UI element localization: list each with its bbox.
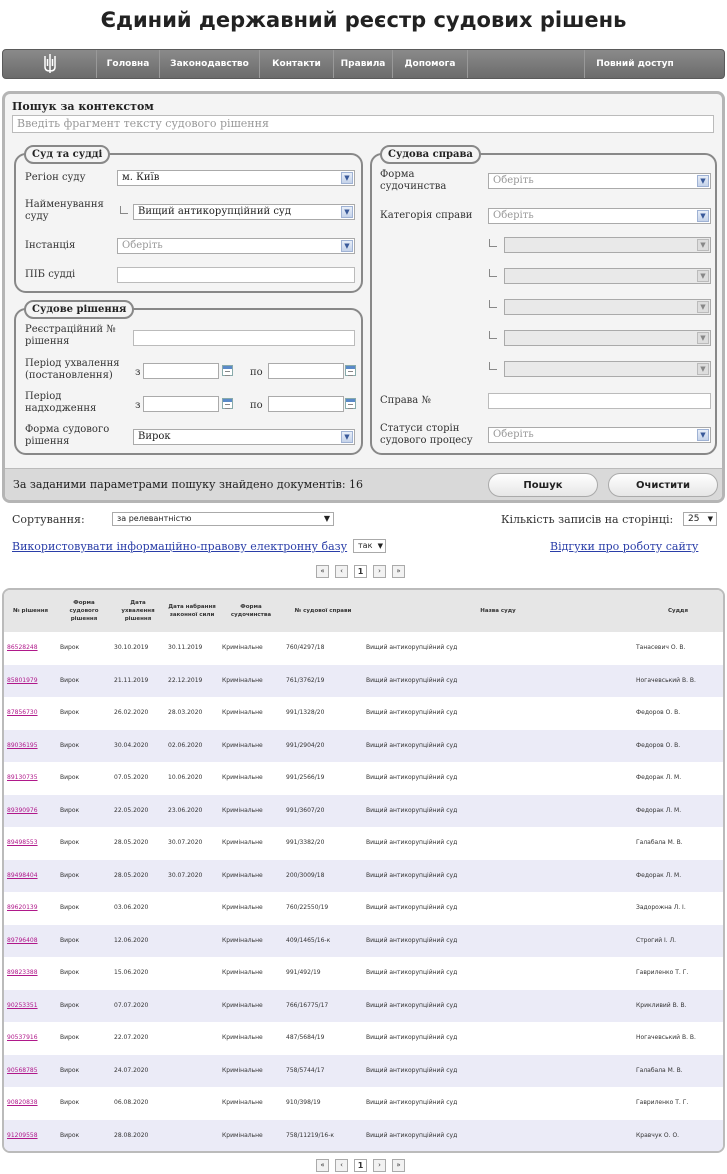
cell-judge: Федоров О. В. [633, 730, 723, 763]
cell-effective-date: 10.06.2020 [168, 774, 203, 781]
cell-decision-form: Вирок [60, 709, 80, 716]
nav-home[interactable]: Головна [97, 50, 160, 78]
cell-court-name: Вищий антикорупційний суд [363, 860, 633, 893]
col-header-decision-no[interactable]: № рішення [4, 590, 57, 632]
chevron-down-icon: ▼ [377, 542, 383, 550]
cell-judge: Крикливий В. В. [633, 990, 723, 1023]
calendar-icon[interactable] [345, 365, 356, 376]
cell-proc-form: Кримінальне [222, 644, 263, 651]
chevron-down-icon: ▼ [341, 206, 353, 218]
period-recv-from-label: з [135, 400, 141, 411]
chevron-down-icon: ▼ [697, 175, 709, 187]
period-adopt-to-label: по [250, 367, 263, 378]
cell-adopt-date: 03.06.2020 [114, 904, 149, 911]
region-select[interactable] [117, 170, 355, 186]
cell-case-no: 487/5684/19 [286, 1034, 325, 1041]
cell-judge: Ногачевський В. В. [633, 665, 723, 698]
cell-proc-form: Кримінальне [222, 1034, 263, 1041]
region-value: м. Київ [122, 172, 160, 183]
pager-first-button[interactable]: « [316, 565, 329, 578]
decision-link[interactable]: 87856730 [7, 709, 38, 716]
cell-effective-date: 28.03.2020 [168, 709, 203, 716]
cell-judge: Танасевич О. В. [636, 644, 686, 651]
case-number-label: Справа № [380, 395, 431, 406]
cell-adopt-date: 15.06.2020 [114, 969, 149, 976]
cell-court-name: Вищий антикорупційний суд [363, 665, 633, 698]
cell-case-no: 991/1328/20 [286, 709, 325, 716]
chevron-down-icon: ▼ [697, 301, 709, 313]
pager-prev-button[interactable]: ‹ [335, 565, 348, 578]
subcategory-select-1[interactable] [504, 237, 711, 253]
court-name-value: Вищий антикорупційний суд [138, 206, 291, 217]
table-row [4, 730, 723, 763]
court-name-label: Найменування суду [25, 199, 104, 222]
search-title: Пошук за контекстом [12, 100, 154, 113]
bottom-pager [316, 1159, 405, 1172]
cell-judge: Галабала М. В. [636, 839, 683, 846]
top-pager [316, 565, 405, 578]
cell-proc-form: Кримінальне [219, 795, 283, 828]
table-row [4, 1022, 723, 1055]
sort-label: Сортування: [12, 513, 85, 526]
cell-court-name: Вищий антикорупційний суд [363, 1055, 633, 1088]
table-row [4, 762, 723, 795]
cell-decision-form: Вирок [57, 730, 111, 763]
cell-judge: Кравчук О. О. [633, 1120, 723, 1153]
table-row [4, 925, 723, 958]
decision-form-value: Вирок [138, 431, 171, 442]
decision-link[interactable]: 89823388 [7, 969, 38, 976]
main-nav [2, 49, 725, 79]
case-number-input[interactable] [488, 393, 711, 409]
cell-judge: Галабала М. В. [633, 1055, 723, 1088]
per-page-value: 25 [688, 514, 700, 524]
table-row [4, 860, 723, 893]
cell-decision-form: Вирок [57, 1055, 111, 1088]
cell-case-no: 991/2904/20 [283, 730, 363, 763]
cell-decision-form: Вирок [60, 1034, 80, 1041]
decision-link[interactable]: 91209558 [7, 1131, 38, 1139]
cell-adopt-date: 07.05.2020 [114, 774, 149, 781]
court-name-select[interactable] [133, 204, 355, 220]
table-row [4, 795, 723, 828]
cell-judge: Задорожна Л. І. [636, 904, 686, 911]
trident-icon [42, 53, 58, 75]
cell-adopt-date: 30.10.2019 [114, 644, 149, 651]
cell-judge: Гавриленко Т. Г. [636, 969, 689, 976]
cell-proc-form: Кримінальне [222, 709, 263, 716]
results-table-container [2, 588, 725, 1153]
col-header-effective-date[interactable]: Дата набрання законної сили [165, 590, 219, 632]
party-status-select[interactable] [488, 427, 711, 443]
cell-effective-date [165, 1055, 219, 1088]
cell-decision-no [4, 1120, 57, 1153]
subcategory-select-2[interactable] [504, 268, 711, 284]
cell-judge: Федорак Л. М. [633, 860, 723, 893]
period-adopt-from-label: з [135, 367, 141, 378]
tree-connector-icon [120, 206, 128, 214]
pager-next-button[interactable]: › [373, 565, 386, 578]
calendar-icon[interactable] [222, 398, 233, 409]
cell-adopt-date: 28.05.2020 [111, 860, 165, 893]
table-row [4, 957, 723, 990]
decision-link[interactable]: 90537916 [7, 1034, 38, 1041]
cell-effective-date: 30.07.2020 [168, 839, 203, 846]
instance-label: Інстанція [25, 240, 76, 251]
cell-proc-form: Кримінальне [219, 1120, 283, 1153]
context-search-placeholder: Введіть фрагмент тексту судового рішення [17, 117, 269, 130]
nav-logo[interactable] [3, 50, 97, 78]
cell-case-no: 991/3607/20 [283, 795, 363, 828]
col-header-judge[interactable]: Суддя [633, 590, 723, 632]
cell-proc-form: Кримінальне [219, 665, 283, 698]
cell-decision-no [4, 957, 57, 990]
cell-decision-no [4, 632, 57, 665]
cell-case-no: 761/3762/19 [283, 665, 363, 698]
cell-decision-no [4, 697, 57, 730]
proc-form-value: Оберіть [493, 175, 534, 186]
chevron-down-icon: ▼ [707, 515, 713, 523]
case-fieldset [370, 149, 717, 455]
table-row [4, 827, 723, 860]
judge-label: ПІБ судді [25, 269, 76, 280]
cell-court-name: Вищий антикорупційний суд [363, 795, 633, 828]
cell-proc-form: Кримінальне [219, 860, 283, 893]
cell-court-name: Вищий антикорупційний суд [366, 969, 458, 976]
sort-value: за релевантністю [117, 514, 192, 523]
cell-court-name: Вищий антикорупційний суд [366, 839, 458, 846]
decision-link[interactable]: 89390976 [7, 806, 38, 814]
cell-adopt-date: 28.05.2020 [114, 839, 149, 846]
cell-case-no: 760/22550/19 [286, 904, 329, 911]
recv-to-date-input[interactable] [268, 396, 344, 412]
chevron-down-icon: ▼ [341, 431, 353, 443]
cell-decision-form: Вирок [60, 644, 80, 651]
calendar-icon[interactable] [222, 365, 233, 376]
category-label: Категорія справи [380, 210, 473, 221]
chevron-down-icon: ▼ [697, 210, 709, 222]
pager-next-button[interactable]: › [373, 1159, 386, 1172]
cell-adopt-date: 24.07.2020 [111, 1055, 165, 1088]
nav-legislation[interactable]: Законодавство [160, 50, 260, 78]
cell-decision-form: Вирок [57, 1120, 111, 1153]
cell-decision-no [4, 730, 57, 763]
subcategory-select-5[interactable] [504, 361, 711, 377]
cell-decision-no [4, 827, 57, 860]
cell-adopt-date: 30.04.2020 [111, 730, 165, 763]
col-header-proc-form[interactable]: Форма судочинства [219, 590, 283, 632]
cell-case-no: 760/4297/18 [286, 644, 325, 651]
cell-proc-form: Кримінальне [219, 990, 283, 1023]
cell-court-name: Вищий антикорупційний суд [363, 730, 633, 763]
decision-form-select[interactable] [133, 429, 355, 445]
cell-proc-form: Кримінальне [222, 969, 263, 976]
cell-proc-form: Кримінальне [219, 730, 283, 763]
col-header-adopt-date[interactable]: Дата ухвалення рішення [111, 590, 165, 632]
decision-link[interactable]: 90568785 [7, 1066, 38, 1074]
cell-decision-no [4, 925, 57, 958]
chevron-down-icon: ▼ [341, 240, 353, 252]
chevron-down-icon: ▼ [341, 172, 353, 184]
cell-adopt-date: 07.07.2020 [111, 990, 165, 1023]
cell-case-no: 766/16775/17 [283, 990, 363, 1023]
cell-court-name: Вищий антикорупційний суд [366, 709, 458, 716]
tree-connector-icon [489, 331, 497, 339]
party-status-value: Оберіть [493, 429, 534, 440]
cell-proc-form: Кримінальне [222, 839, 263, 846]
results-table [4, 590, 723, 1152]
period-recv-to-label: по [250, 400, 263, 411]
nav-contacts[interactable]: Контакти [260, 50, 334, 78]
cell-case-no: 409/1465/16-к [283, 925, 363, 958]
cell-case-no: 991/2566/19 [286, 774, 325, 781]
cell-court-name: Вищий антикорупційний суд [363, 925, 633, 958]
cell-decision-form: Вирок [57, 860, 111, 893]
cell-court-name: Вищий антикорупційний суд [366, 1034, 458, 1041]
cell-adopt-date: 22.07.2020 [114, 1034, 149, 1041]
category-value: Оберіть [493, 210, 534, 221]
cell-decision-no [4, 665, 57, 698]
cell-decision-no [4, 990, 57, 1023]
case-legend: Судова справа [380, 145, 481, 164]
cell-proc-form: Кримінальне [219, 1055, 283, 1088]
cell-decision-form: Вирок [57, 990, 111, 1023]
cell-adopt-date: 22.05.2020 [111, 795, 165, 828]
cell-proc-form: Кримінальне [219, 925, 283, 958]
clear-button[interactable]: Очистити [608, 473, 718, 497]
table-header-row [4, 590, 723, 632]
col-header-court-name[interactable]: Назва суду [363, 590, 633, 632]
table-row [4, 1055, 723, 1088]
cell-proc-form: Кримінальне [222, 1099, 263, 1106]
table-row [4, 990, 723, 1023]
cell-proc-form: Кримінальне [222, 774, 263, 781]
table-row [4, 697, 723, 730]
decision-link[interactable]: 90820838 [7, 1099, 38, 1106]
col-header-case-no[interactable]: № судової справи [283, 590, 363, 632]
cell-case-no: 758/5744/17 [283, 1055, 363, 1088]
chevron-down-icon: ▼ [697, 270, 709, 282]
cell-decision-no [4, 762, 57, 795]
per-page-label: Кількість записів на сторінці: [501, 513, 674, 526]
instance-value: Оберіть [122, 240, 163, 251]
col-header-decision-form[interactable]: Форма судового рішення [57, 590, 111, 632]
per-page-select[interactable] [683, 512, 717, 526]
decision-fieldset [14, 304, 363, 455]
tree-connector-icon [489, 269, 497, 277]
pager-first-button[interactable]: « [316, 1159, 329, 1172]
decision-link[interactable]: 89620139 [7, 904, 38, 911]
proc-form-label: Форма судочинства [380, 169, 447, 192]
use-base-value: так [358, 541, 373, 550]
adopt-from-date-input[interactable] [143, 363, 219, 379]
cell-adopt-date: 21.11.2019 [111, 665, 165, 698]
sort-select[interactable] [112, 512, 334, 526]
recv-from-date-input[interactable] [143, 396, 219, 412]
cell-effective-date [165, 990, 219, 1023]
cell-effective-date: 30.11.2019 [168, 644, 203, 651]
decision-link[interactable]: 85801979 [7, 676, 38, 684]
court-legend: Суд та судді [24, 145, 110, 164]
decision-link[interactable]: 89498553 [7, 839, 38, 846]
decision-link[interactable]: 89036195 [7, 741, 38, 749]
nav-rules[interactable]: Правила [334, 50, 393, 78]
pager-prev-button[interactable]: ‹ [335, 1159, 348, 1172]
pager-current-page[interactable]: 1 [354, 565, 367, 578]
cell-decision-no [4, 1055, 57, 1088]
use-base-link[interactable]: Використовувати інформаційно-правову електронну базу [12, 540, 348, 553]
decision-legend: Судове рішення [24, 300, 134, 319]
cell-adopt-date: 06.08.2020 [114, 1099, 149, 1106]
subcategory-select-4[interactable] [504, 330, 711, 346]
search-panel [2, 91, 725, 503]
cell-decision-form: Вирок [57, 925, 111, 958]
cell-judge: Федорак Л. М. [633, 795, 723, 828]
cell-decision-form: Вирок [57, 795, 111, 828]
category-select[interactable] [488, 208, 711, 224]
cell-adopt-date: 26.02.2020 [114, 709, 149, 716]
cell-case-no: 991/492/19 [286, 969, 321, 976]
court-fieldset [14, 149, 363, 293]
cell-effective-date [165, 1022, 219, 1055]
subcategory-select-3[interactable] [504, 299, 711, 315]
tree-connector-icon [489, 239, 497, 247]
tree-connector-icon [489, 300, 497, 308]
results-table-body [4, 632, 723, 1152]
cell-judge: Гавриленко Т. Г. [636, 1099, 689, 1106]
context-search-input[interactable] [12, 115, 714, 133]
table-row [4, 1087, 723, 1120]
cell-decision-no [4, 795, 57, 828]
chevron-down-icon: ▼ [323, 514, 330, 523]
adopt-to-date-input[interactable] [268, 363, 344, 379]
reg-number-input[interactable] [133, 330, 355, 346]
pager-current-page[interactable]: 1 [354, 1159, 367, 1172]
decision-link[interactable]: 89796408 [7, 936, 38, 944]
cell-case-no: 991/3382/20 [286, 839, 325, 846]
cell-decision-form: Вирок [57, 665, 111, 698]
chevron-down-icon: ▼ [697, 363, 709, 375]
region-label: Регіон суду [25, 172, 86, 183]
chevron-down-icon: ▼ [697, 332, 709, 344]
cell-effective-date: 23.06.2020 [165, 795, 219, 828]
cell-judge: Федорак Л. М. [636, 774, 682, 781]
cell-decision-form: Вирок [60, 774, 80, 781]
pager-last-button[interactable]: » [392, 565, 405, 578]
table-row [4, 632, 723, 665]
nav-help[interactable]: Допомога [393, 50, 468, 78]
period-adopt-label: Період ухвалення (постановлення) [25, 358, 120, 381]
cell-decision-no [4, 860, 57, 893]
decision-link[interactable]: 89130735 [7, 774, 38, 781]
cell-effective-date [165, 1120, 219, 1153]
cell-decision-no [4, 1087, 57, 1120]
calendar-icon[interactable] [345, 398, 356, 409]
cell-decision-form: Вирок [60, 969, 80, 976]
cell-effective-date: 22.12.2019 [165, 665, 219, 698]
instance-select[interactable] [117, 238, 355, 254]
cell-decision-form: Вирок [60, 1099, 80, 1106]
decision-link[interactable]: 90253351 [7, 1001, 38, 1009]
cell-court-name: Вищий антикорупційний суд [366, 904, 458, 911]
cell-judge: Федоров О. В. [636, 709, 681, 716]
proc-form-select[interactable] [488, 173, 711, 189]
cell-decision-no [4, 1022, 57, 1055]
table-row [4, 1120, 723, 1153]
chevron-down-icon: ▼ [697, 429, 709, 441]
cell-court-name: Вищий антикорупційний суд [363, 990, 633, 1023]
cell-decision-form: Вирок [60, 839, 80, 846]
search-status-bar [5, 468, 722, 500]
use-base-select[interactable] [353, 539, 386, 553]
cell-court-name: Вищий антикорупційний суд [366, 774, 458, 781]
cell-effective-date: 02.06.2020 [165, 730, 219, 763]
nav-spacer [468, 50, 585, 78]
cell-case-no: 910/398/19 [286, 1099, 321, 1106]
decision-link[interactable]: 86528248 [7, 644, 38, 651]
reg-number-label: Реєстраційний № рішення [25, 324, 116, 347]
cell-court-name: Вищий антикорупційний суд [366, 1099, 458, 1106]
cell-court-name: Вищий антикорупційний суд [366, 644, 458, 651]
decision-link[interactable]: 89498404 [7, 871, 38, 879]
cell-decision-form: Вирок [60, 904, 80, 911]
cell-decision-no [4, 892, 57, 925]
table-row [4, 665, 723, 698]
cell-effective-date [165, 957, 219, 990]
nav-full-access[interactable]: Повний доступ [596, 59, 674, 69]
cell-judge: Строгий І. Л. [633, 925, 723, 958]
cell-proc-form: Кримінальне [222, 904, 263, 911]
period-recv-label: Період надходження [25, 391, 97, 414]
pager-last-button[interactable]: » [392, 1159, 405, 1172]
chevron-down-icon: ▼ [697, 239, 709, 251]
cell-effective-date [165, 925, 219, 958]
table-row [4, 892, 723, 925]
cell-effective-date [165, 1087, 219, 1120]
cell-case-no: 200/3009/18 [283, 860, 363, 893]
cell-effective-date: 30.07.2020 [165, 860, 219, 893]
cell-court-name: Вищий антикорупційний суд [363, 1120, 633, 1153]
cell-adopt-date: 28.08.2020 [111, 1120, 165, 1153]
decision-form-label: Форма судового рішення [25, 424, 110, 447]
site-title: Єдиний державний реєстр судових рішень [100, 8, 627, 32]
cell-effective-date [165, 892, 219, 925]
cell-adopt-date: 12.06.2020 [111, 925, 165, 958]
judge-input[interactable] [117, 267, 355, 283]
tree-connector-icon [489, 362, 497, 370]
cell-judge: Ногачевський В. В. [636, 1034, 696, 1041]
result-count-text: За заданими параметрами пошуку знайдено документів: 16 [13, 478, 364, 491]
feedback-link[interactable]: Відгуки про роботу сайту [550, 540, 699, 553]
cell-case-no: 758/11219/16-к [283, 1120, 363, 1153]
search-button[interactable]: Пошук [488, 473, 598, 497]
party-status-label: Статуси сторін судового процесу [380, 423, 473, 446]
